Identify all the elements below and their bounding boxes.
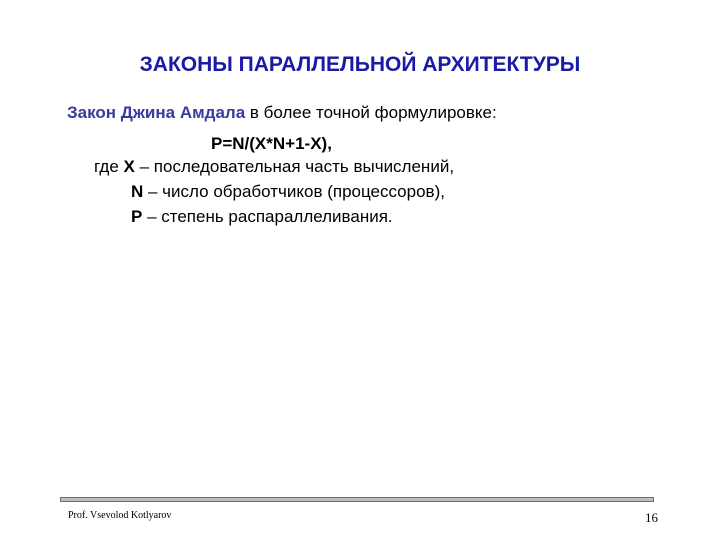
footer-author: Prof. Vsevolod Kotlyarov bbox=[68, 510, 172, 521]
footer-divider bbox=[60, 497, 654, 502]
definition-text: – последовательная часть вычислений, bbox=[134, 157, 455, 176]
definition-text: – число обработчиков (процессоров), bbox=[143, 182, 445, 201]
formula: P=N/(X*N+1-X), bbox=[211, 134, 332, 153]
definition-p bbox=[131, 207, 393, 227]
page-number: 16 bbox=[645, 510, 658, 525]
law-name: Закон Джина Амдала bbox=[67, 103, 246, 122]
definition-symbol: X bbox=[123, 157, 135, 176]
intro-text: в более точной формулировке: bbox=[245, 103, 497, 122]
intro-line bbox=[67, 103, 497, 123]
definition-x bbox=[94, 157, 454, 177]
definition-n bbox=[131, 182, 445, 202]
slide-title: ЗАКОНЫ ПАРАЛЛЕЛЬНОЙ АРХИТЕКТУРЫ bbox=[139, 53, 581, 76]
definition-prefix: где bbox=[94, 157, 124, 176]
definition-symbol: P bbox=[131, 207, 143, 226]
definition-symbol: N bbox=[131, 182, 144, 201]
definition-text: – степень распараллеливания. bbox=[142, 207, 393, 226]
